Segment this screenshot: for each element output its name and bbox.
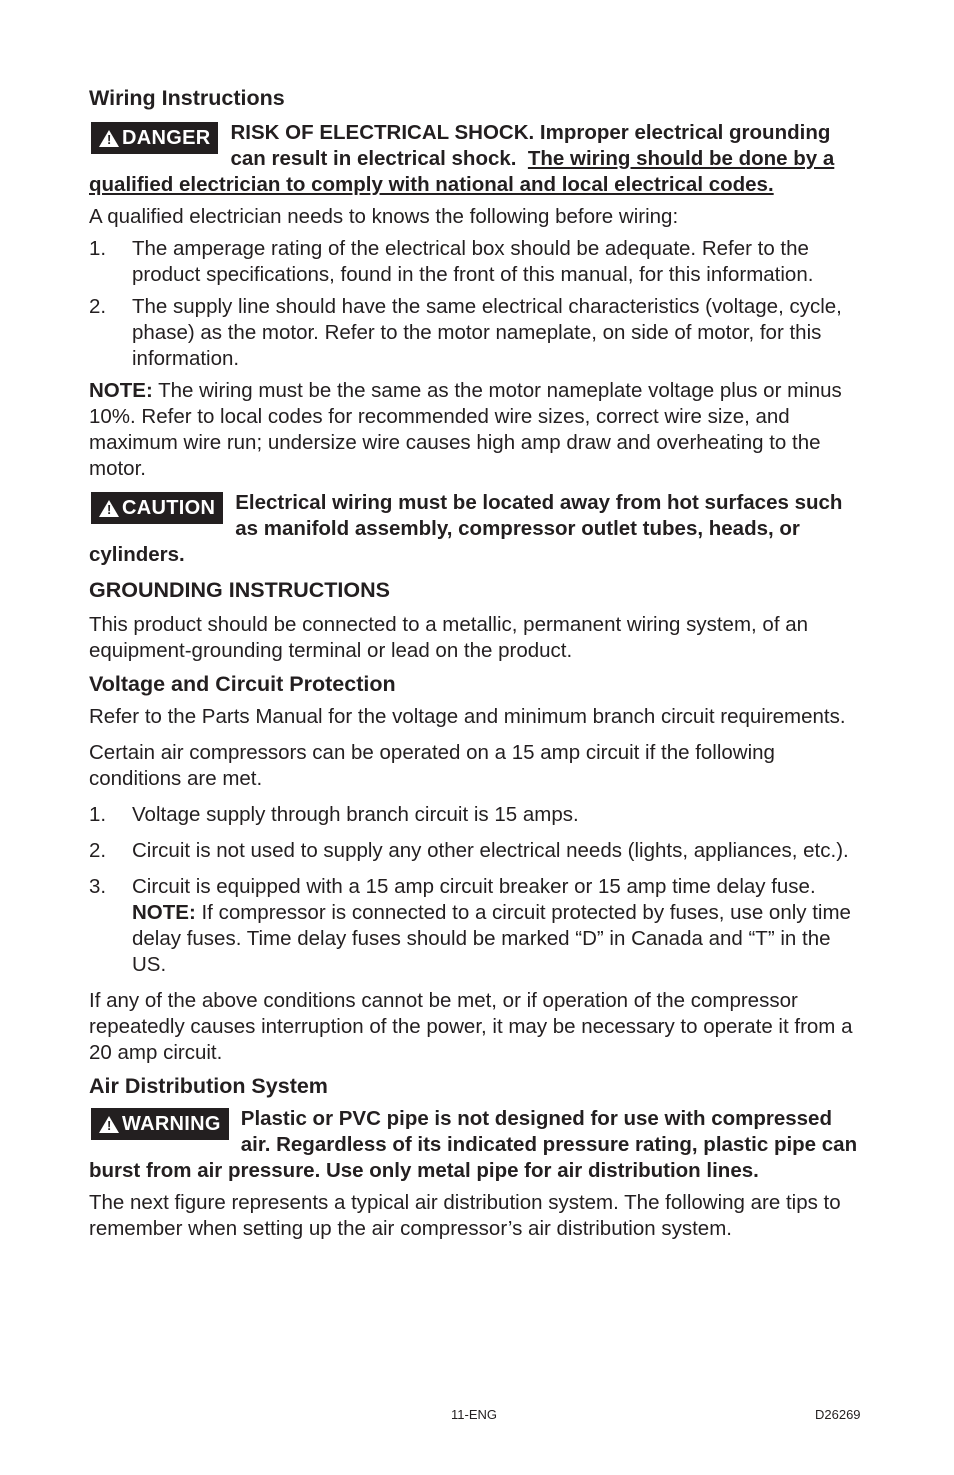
wiring-note: [89, 378, 864, 482]
danger-badge-label: DANGER: [122, 127, 211, 149]
grounding-heading: GROUNDING INSTRUCTIONS: [89, 578, 390, 602]
list-item-number: 2.: [89, 839, 107, 862]
air-heading: Air Distribution System: [89, 1074, 328, 1098]
caution-badge: [91, 492, 223, 524]
warning-badge-label: WARNING: [122, 1113, 221, 1135]
warning-badge: [91, 1108, 229, 1140]
danger-badge: [91, 122, 218, 154]
list-item: [89, 874, 864, 978]
list-item-number: 1.: [89, 803, 107, 826]
page-number: 11-ENG: [451, 1407, 497, 1422]
list-item-note-text: If compressor is connected to a circuit protected by fuses, use only time delay fuses. Time delay fuses should be marked “D” in Canada and “T” in the US.: [132, 901, 851, 976]
danger-alert: [89, 120, 864, 198]
list-item-text: Voltage supply through branch circuit is 15 amps.: [132, 803, 579, 826]
voltage-para-3: If any of the above conditions cannot be met, or if operation of the compressor repeatedly causes interruption of the power, it may be necessary to operate it from a 20 amp circuit.: [89, 989, 853, 1064]
list-item: [89, 294, 864, 372]
danger-underlined-text: The wiring should be done by a qualified electrician to comply with national and local electrical codes.: [89, 147, 835, 196]
caution-badge-label: CAUTION: [122, 497, 216, 519]
caution-alert: [89, 490, 864, 568]
voltage-heading: Voltage and Circuit Protection: [89, 672, 396, 696]
note-label: NOTE:: [132, 901, 196, 924]
list-item-text: Circuit is not used to supply any other electrical needs (lights, appliances, etc.).: [132, 839, 849, 862]
wiring-intro: A qualified electrician needs to knows the following before wiring:: [89, 205, 679, 228]
list-item: [89, 838, 864, 864]
caution-text: Electrical wiring must be located away from hot surfaces such as manifold assembly, compressor outlet tubes, heads, or cylinders.: [89, 491, 843, 566]
document-id: D26269: [815, 1407, 861, 1422]
warning-text: Plastic or PVC pipe is not designed for use with compressed air. Regardless of its indicated pressure rating, plastic pipe can burst from air pressure. Use only metal pipe for air distribution lines.: [89, 1107, 858, 1182]
danger-text: RISK OF ELECTRICAL SHOCK. Improper electrical grounding can result in electrical shock.: [230, 121, 831, 170]
manual-page: [89, 84, 864, 1242]
list-item-number: 2.: [89, 295, 107, 318]
wiring-list: [89, 236, 864, 372]
air-text: The next figure represents a typical air distribution system. The following are tips to remember when setting up the air compressor’s air distribution system.: [89, 1191, 841, 1240]
warning-triangle-icon: !: [99, 1116, 119, 1133]
grounding-text: This product should be connected to a metallic, permanent wiring system, of an equipment-grounding terminal or lead on the product.: [89, 613, 809, 662]
list-item-text: The supply line should have the same electrical characteristics (voltage, cycle, phase) as the motor. Refer to the motor nameplate, on side of motor, for this information.: [132, 295, 842, 370]
list-item: [89, 236, 864, 288]
warning-alert: [89, 1106, 864, 1184]
voltage-para-2: Certain air compressors can be operated on a 15 amp circuit if the following conditions are met.: [89, 741, 775, 790]
warning-triangle-icon: !: [99, 130, 119, 147]
note-label: NOTE:: [89, 379, 153, 402]
list-item-text: Circuit is equipped with a 15 amp circuit breaker or 15 amp time delay fuse.: [132, 875, 816, 898]
list-item-text: The amperage rating of the electrical box should be adequate. Refer to the product specifications, found in the front of this manual, for this information.: [132, 237, 814, 286]
list-item-number: 3.: [89, 875, 107, 898]
list-item: [89, 802, 864, 828]
list-item-number: 1.: [89, 237, 107, 260]
note-text: The wiring must be the same as the motor nameplate voltage plus or minus 10%. Refer to local codes for recommended wire sizes, correct wire size, and maximum wire run; undersize wire causes high amp draw and overheating to the motor.: [89, 379, 842, 480]
conditions-list: [89, 802, 864, 978]
warning-triangle-icon: !: [99, 500, 119, 517]
voltage-para-1: Refer to the Parts Manual for the voltage and minimum branch circuit requirements.: [89, 705, 846, 728]
wiring-heading: Wiring Instructions: [89, 86, 285, 110]
